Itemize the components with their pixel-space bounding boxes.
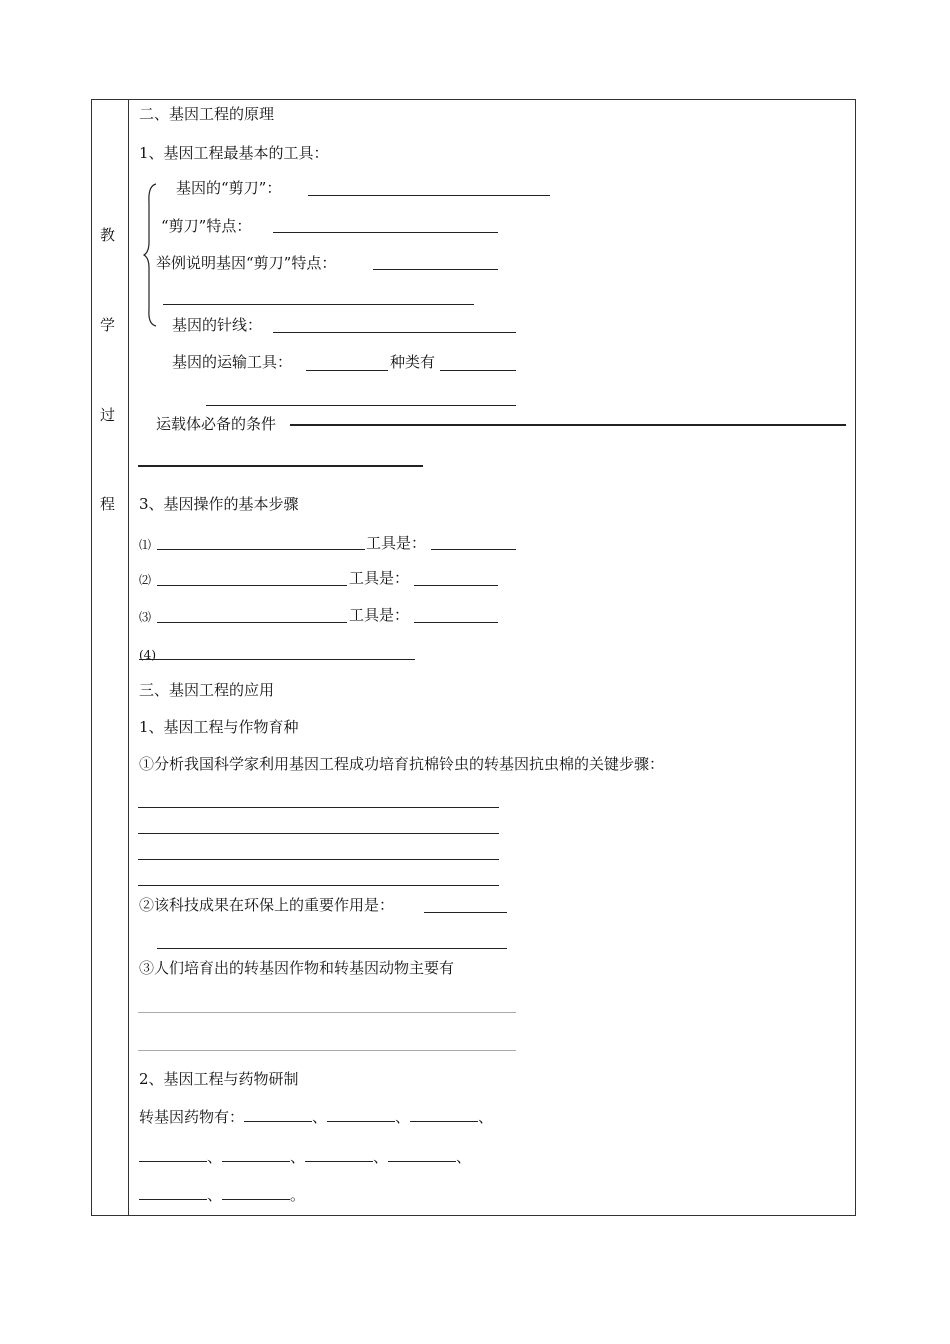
blank-line — [157, 549, 365, 550]
blank-line — [431, 549, 516, 550]
blank-line — [327, 1107, 395, 1122]
blank-line — [157, 948, 507, 949]
blank-line — [138, 807, 499, 808]
blank-line — [305, 1147, 373, 1162]
step-number: ⑴ — [139, 538, 152, 552]
separator: 、 — [456, 1148, 472, 1166]
blank-line — [139, 1147, 207, 1162]
section3-heading: 三、基因工程的应用 — [139, 681, 275, 699]
blank-line — [163, 304, 474, 305]
blank-line — [308, 195, 550, 196]
separator: 、 — [478, 1108, 494, 1126]
blank-line — [138, 885, 499, 886]
side-label-char: 程 — [100, 495, 116, 513]
separator: 、 — [373, 1148, 389, 1166]
step-tool-label: 工具是： — [349, 569, 410, 587]
separator: 、 — [207, 1148, 223, 1166]
vector-kinds-label: 种类有 — [390, 353, 436, 371]
side-label-char: 教 — [100, 226, 116, 244]
blank-line — [424, 912, 507, 913]
step-number: ⑶ — [139, 610, 152, 624]
blank-line — [222, 1185, 290, 1200]
blank-line — [138, 833, 499, 834]
steps-heading: 3、基因操作的基本步骤 — [139, 495, 299, 513]
blank-line — [414, 585, 498, 586]
side-label-char: 过 — [100, 406, 116, 424]
blank-line — [222, 1147, 290, 1162]
blank-line — [410, 1107, 478, 1122]
scissors-feature-label: “剪刀”特点： — [161, 217, 252, 235]
blank-line — [138, 465, 423, 467]
drug-text-line-2 — [139, 1147, 471, 1167]
blank-line — [373, 269, 498, 270]
question-1: ①分析我国科学家利用基因工程成功培育抗棉铃虫的转基因抗虫棉的关键步骤： — [139, 755, 665, 773]
question-3: ③人们培育出的转基因作物和转基因动物主要有 — [139, 959, 455, 977]
section2-heading: 二、基因工程的原理 — [139, 105, 275, 123]
blank-line — [388, 1147, 456, 1162]
separator: 、 — [312, 1108, 328, 1126]
blank-line — [290, 424, 846, 426]
scissors-example-label: 举例说明基因“剪刀”特点： — [156, 254, 337, 272]
step-tool-label: 工具是： — [349, 606, 410, 624]
blank-line — [138, 1050, 516, 1051]
tools-heading: 1、基因工程最基本的工具： — [139, 144, 329, 162]
vector-conditions-label: 运载体必备的条件 — [156, 415, 277, 433]
blank-line — [206, 405, 516, 406]
drug-text — [139, 1107, 493, 1127]
blank-line — [440, 370, 516, 371]
blank-line — [244, 1107, 312, 1122]
drug-text-line-3 — [139, 1185, 305, 1205]
side-label-char: 学 — [100, 316, 116, 334]
blank-line — [138, 1012, 516, 1013]
end-mark: 。 — [290, 1186, 306, 1204]
blank-line — [138, 859, 499, 860]
crop-heading: 1、基因工程与作物育种 — [139, 718, 299, 736]
blank-line — [306, 370, 388, 371]
step-number: (4) — [139, 648, 156, 662]
blank-line — [414, 622, 498, 623]
step-tool-label: 工具是： — [366, 534, 427, 552]
blank-line — [273, 332, 516, 333]
separator: 、 — [207, 1186, 223, 1204]
separator: 、 — [290, 1148, 306, 1166]
separator: 、 — [395, 1108, 411, 1126]
blank-line — [139, 1185, 207, 1200]
step-number: ⑵ — [139, 573, 152, 587]
needle-label: 基因的针线： — [172, 316, 263, 334]
drug-label: 转基因药物有： — [139, 1108, 245, 1126]
vector-label: 基因的运输工具： — [172, 353, 293, 371]
blank-line — [139, 659, 415, 660]
blank-line — [273, 232, 498, 233]
column-divider — [128, 99, 129, 1216]
question-2: ②该科技成果在环保上的重要作用是： — [139, 896, 395, 914]
blank-line — [157, 622, 347, 623]
drug-heading: 2、基因工程与药物研制 — [139, 1070, 299, 1088]
blank-line — [157, 585, 347, 586]
scissors-label: 基因的“剪刀”： — [176, 179, 282, 197]
